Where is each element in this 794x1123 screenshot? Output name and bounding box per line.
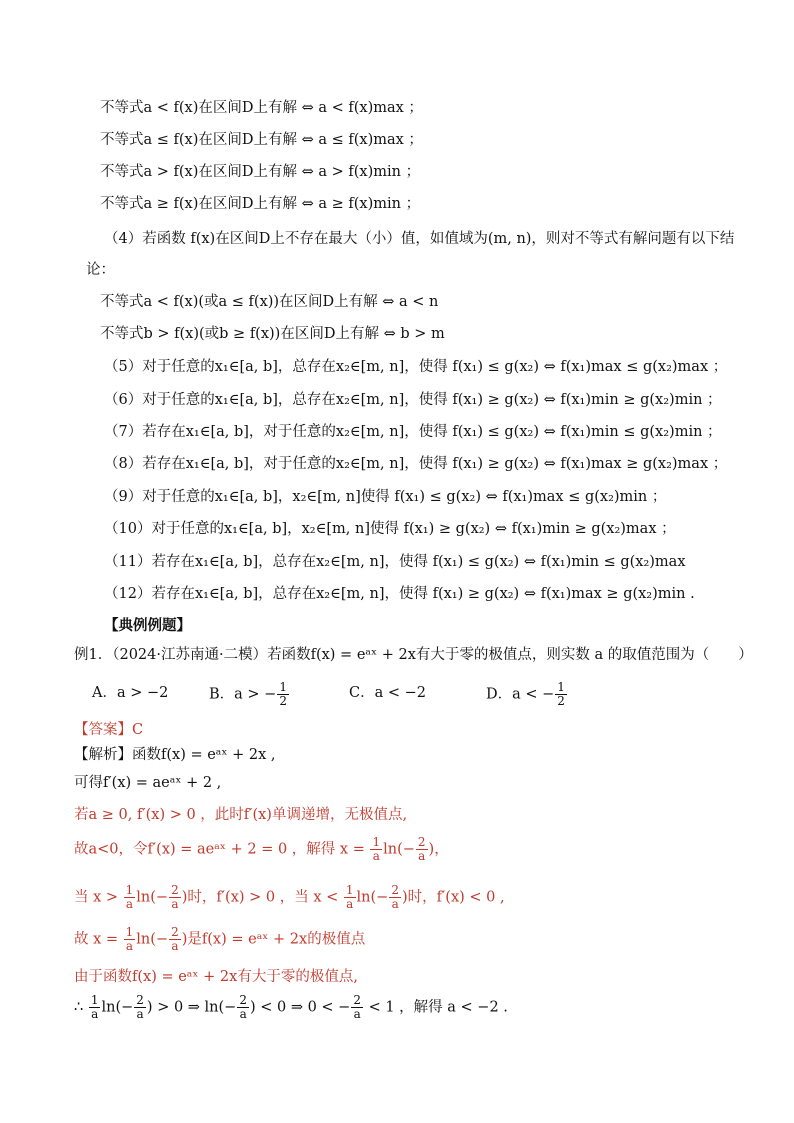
solution-line-sign-analysis: 当 x > $\frac{1}{a}$ ln(− $\frac{2}{a}$ )时，f′(x) > 0 ，当 x < $\frac{1}{a}$ ln(− $\frac{2}{a}$ )时，f′(x) < 0 , <box>74 883 505 911</box>
text-line: 论： <box>86 262 115 278</box>
text-line: 不等式a < f(x)在区间D上有解 ⇔ a < f(x)max ； <box>100 100 423 116</box>
text-line: （6）对于任意的x₁∈[a, b]，总存在x₂∈[m, n]，使得 f(x₁) ≥ g(x₂) ⇔ f(x₁)min ≥ g(x₂)min ； <box>104 392 722 408</box>
text-line: （7）若存在x₁∈[a, b]，对于任意的x₂∈[m, n]，使得 f(x₁) ≤ g(x₂) ⇔ f(x₁)min ≤ g(x₂)min ； <box>104 424 722 440</box>
text-line: （11）若存在x₁∈[a, b]，总存在x₂∈[m, n]，使得 f(x₁) ≤ g(x₂) ⇔ f(x₁)min ≤ g(x₂)max <box>104 554 686 570</box>
solution-line-a-negative: 故a<0，令f′(x) = aeᵃˣ + 2 = 0 ，解得 x = $\frac{1}{a}$ ln(− $\frac{2}{a}$ )， <box>74 835 449 863</box>
fraction: $\frac{1}{2}$ <box>557 680 565 708</box>
text-line: （5）对于任意的x₁∈[a, b]，总存在x₂∈[m, n]，使得 f(x₁) ≤ g(x₂) ⇔ f(x₁)max ≤ g(x₂)max ； <box>104 359 728 375</box>
answer-option <box>486 681 568 708</box>
answer-option-label: C．a < −2 <box>349 685 426 701</box>
solution-line-extreme-point: 故 x = $\frac{1}{a}$ ln(− $\frac{2}{a}$ )是f(x) = eᵃˣ + 2x的极值点 <box>74 925 366 953</box>
text-line: 由于函数f(x) = eᵃˣ + 2x有大于零的极值点, <box>74 969 358 985</box>
text-line: （9）对于任意的x₁∈[a, b]，x₂∈[m, n]使得 f(x₁) ≤ g(x₂) ⇔ f(x₁)max ≤ g(x₂)min ； <box>104 489 667 505</box>
answer-option-label: D．a < − <box>486 686 555 703</box>
answer-option <box>209 681 290 708</box>
text-line: 可得f′(x) = aeᵃˣ + 2 , <box>74 775 222 791</box>
text-line: （12）若存在x₁∈[a, b]，总存在x₂∈[m, n]，使得 f(x₁) ≥ g(x₂) ⇔ f(x₁)max ≥ g(x₂)min . <box>104 586 695 602</box>
text-line: 不等式a < f(x)(或a ≤ f(x))在区间D上有解 ⇔ a < n <box>100 294 439 310</box>
text-line: 若a ≥ 0, f′(x) > 0 ，此时f′(x)单调递增，无极值点, <box>74 807 408 823</box>
text-line: （4）若函数 f(x)在区间D上不存在最大（小）值，如值域为(m, n)，则对不等式有解问题有以下结 <box>104 231 735 247</box>
answer-option <box>92 681 168 705</box>
solution-line-conclusion: ∴ $\frac{1}{a}$ ln(− $\frac{2}{a}$ ) > 0 ⇒ ln(− $\frac{2}{a}$ ) < 0 ⇒ 0 < − $\frac{2}{a}$ < 1 ，解得 a < −2 . <box>74 993 508 1021</box>
text-line: （10）对于任意的x₁∈[a, b]，x₂∈[m, n]使得 f(x₁) ≥ g(x₂) ⇔ f(x₁)min ≥ g(x₂)max ； <box>104 521 676 537</box>
text-line: 不等式b > f(x)(或b ≥ f(x))在区间D上有解 ⇔ b > m <box>100 326 445 342</box>
fraction: $\frac{1}{2}$ <box>279 680 287 708</box>
answer-option <box>349 681 426 705</box>
text-line: 不等式a ≤ f(x)在区间D上有解 ⇔ a ≤ f(x)max ； <box>100 132 423 148</box>
answer-option-label: B．a > − <box>209 686 277 703</box>
text-line: 【答案】C <box>74 722 144 738</box>
text-line: 【典例例题】 <box>104 617 191 634</box>
text-line: 【解析】函数f(x) = eᵃˣ + 2x , <box>74 747 276 763</box>
text-line: 不等式a ≥ f(x)在区间D上有解 ⇔ a ≥ f(x)min ； <box>100 196 421 212</box>
text-line: 不等式a > f(x)在区间D上有解 ⇔ a > f(x)min ； <box>100 164 421 180</box>
text-line: （8）若存在x₁∈[a, b]，对于任意的x₂∈[m, n]，使得 f(x₁) ≥ g(x₂) ⇔ f(x₁)max ≥ g(x₂)max ； <box>104 456 728 472</box>
text-line: 例1．（2024·江苏南通·二模）若函数f(x) = eᵃˣ + 2x有大于零的极值点，则实数 a 的取值范围为（ ） <box>74 647 753 663</box>
answer-option-label: A．a > −2 <box>92 685 169 701</box>
